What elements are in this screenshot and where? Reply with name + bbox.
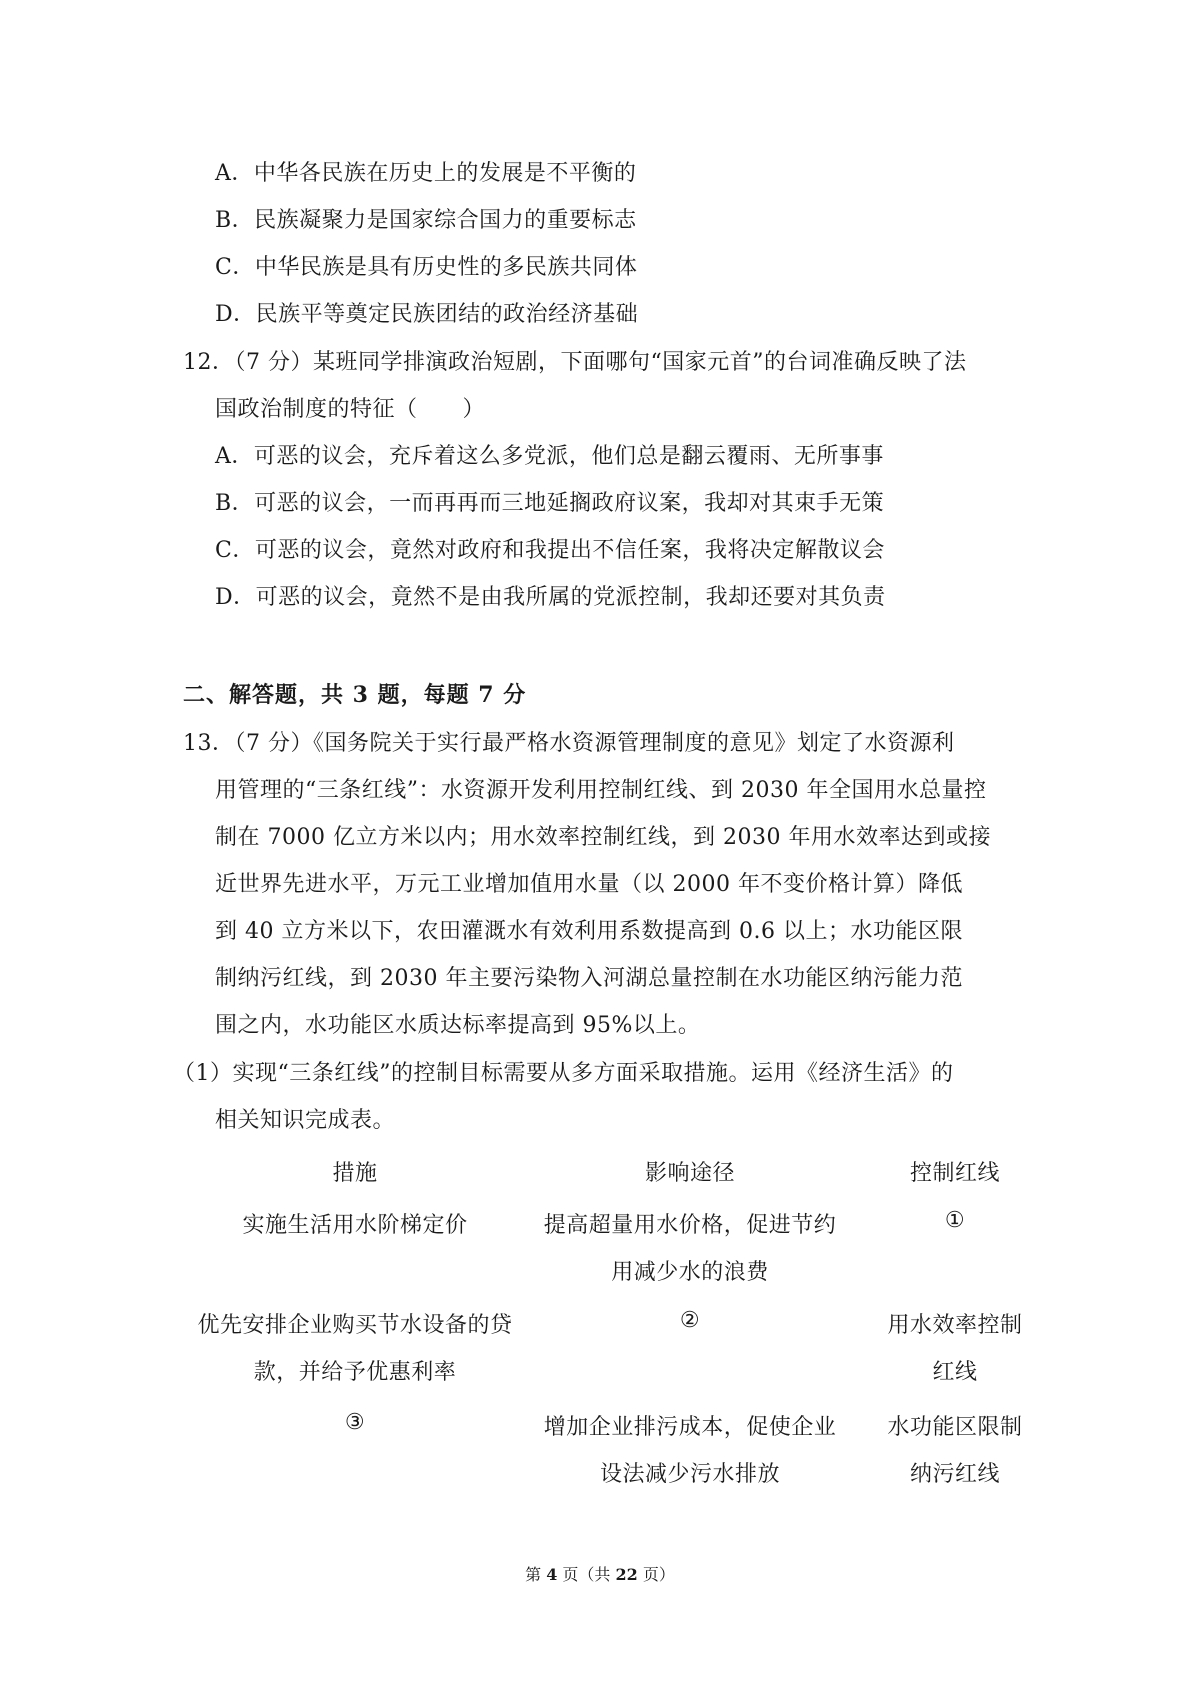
table-row3-path-line1: 增加企业排污成本，促使企业 — [543, 1415, 837, 1440]
q12-option-a: A．可恶的议会，充斥着这么多党派，他们总是翻云覆雨、无所事事 — [215, 444, 884, 469]
page-footer — [0, 1562, 1200, 1585]
q11-option-b: B．民族凝聚力是国家综合国力的重要标志 — [215, 208, 637, 233]
table-row1-redline: ① — [944, 1208, 966, 1233]
q13-line-5: 到 40 立方米以下，农田灌溉水有效利用系数提高到 0.6 以上；水功能区限 — [215, 919, 963, 944]
q12-option-d: D．可恶的议会，竟然不是由我所属的党派控制，我却还要对其负责 — [215, 585, 886, 610]
q12-stem-line1: 12．（7 分）某班同学排演政治短剧，下面哪句“国家元首”的台词准确反映了法 — [183, 350, 967, 375]
table-header-measure: 措施 — [332, 1161, 378, 1186]
table-row2-path: ② — [679, 1308, 701, 1333]
q13-line-6: 制纳污红线，到 2030 年主要污染物入河湖总量控制在水功能区纳污能力范 — [215, 966, 963, 991]
footer-middle: 页（共 — [557, 1565, 616, 1584]
table-header-redline: 控制红线 — [909, 1161, 1000, 1186]
q11-option-c: C．中华民族是具有历史性的多民族共同体 — [215, 255, 638, 280]
table-row2-measure-line1: 优先安排企业购买节水设备的贷 — [197, 1313, 513, 1338]
q12-stem-line2: 国政治制度的特征（ ） — [215, 397, 486, 422]
table-row3-redline-line1: 水功能区限制 — [887, 1415, 1023, 1440]
table-row2-measure-line2: 款，并给予优惠利率 — [253, 1360, 457, 1385]
table-row1-measure: 实施生活用水阶梯定价 — [242, 1213, 468, 1238]
q11-option-d: D．民族平等奠定民族团结的政治经济基础 — [215, 302, 639, 327]
table-row2-redline-line2: 红线 — [932, 1360, 978, 1385]
table-row3-measure: ③ — [344, 1410, 366, 1435]
table-row1-path-line1: 提高超量用水价格，促进节约 — [543, 1213, 837, 1238]
q13-sub1-line2: 相关知识完成表。 — [215, 1108, 396, 1133]
table-header-path: 影响途径 — [644, 1161, 735, 1186]
footer-prefix: 第 — [525, 1565, 547, 1584]
q13-line-3: 制在 7000 亿立方米以内；用水效率控制红线，到 2030 年用水效率达到或接 — [215, 825, 991, 850]
table-row2-redline-line1: 用水效率控制 — [887, 1313, 1023, 1338]
table-row3-path-line2: 设法减少污水排放 — [599, 1462, 780, 1487]
footer-suffix: 页） — [637, 1565, 675, 1584]
footer-total-pages: 22 — [615, 1565, 638, 1584]
q13-line-7: 围之内，水功能区水质达标率提高到 95%以上。 — [215, 1013, 701, 1038]
section-heading: 二、解答题，共 3 题，每题 7 分 — [183, 682, 527, 708]
table-row1-path-line2: 用减少水的浪费 — [611, 1260, 769, 1285]
q13-line-4: 近世界先进水平，万元工业增加值用水量（以 2000 年不变价格计算）降低 — [215, 872, 963, 897]
q11-option-a: A．中华各民族在历史上的发展是不平衡的 — [215, 161, 637, 186]
q13-line-2: 用管理的“三条红线”：水资源开发利用控制红线、到 2030 年全国用水总量控 — [215, 778, 987, 803]
table-row3-redline-line2: 纳污红线 — [909, 1462, 1000, 1487]
q12-option-b: B．可恶的议会，一而再再而三地延搁政府议案，我却对其束手无策 — [215, 491, 885, 516]
q13-sub1-line1: （1）实现“三条红线”的控制目标需要从多方面采取措施。运用《经济生活》的 — [173, 1061, 954, 1086]
q12-option-c: C．可恶的议会，竟然对政府和我提出不信任案，我将决定解散议会 — [215, 538, 885, 563]
q13-line-1: 13．（7 分）《国务院关于实行最严格水资源管理制度的意见》划定了水资源利 — [183, 731, 955, 756]
footer-page-number: 4 — [546, 1565, 558, 1584]
